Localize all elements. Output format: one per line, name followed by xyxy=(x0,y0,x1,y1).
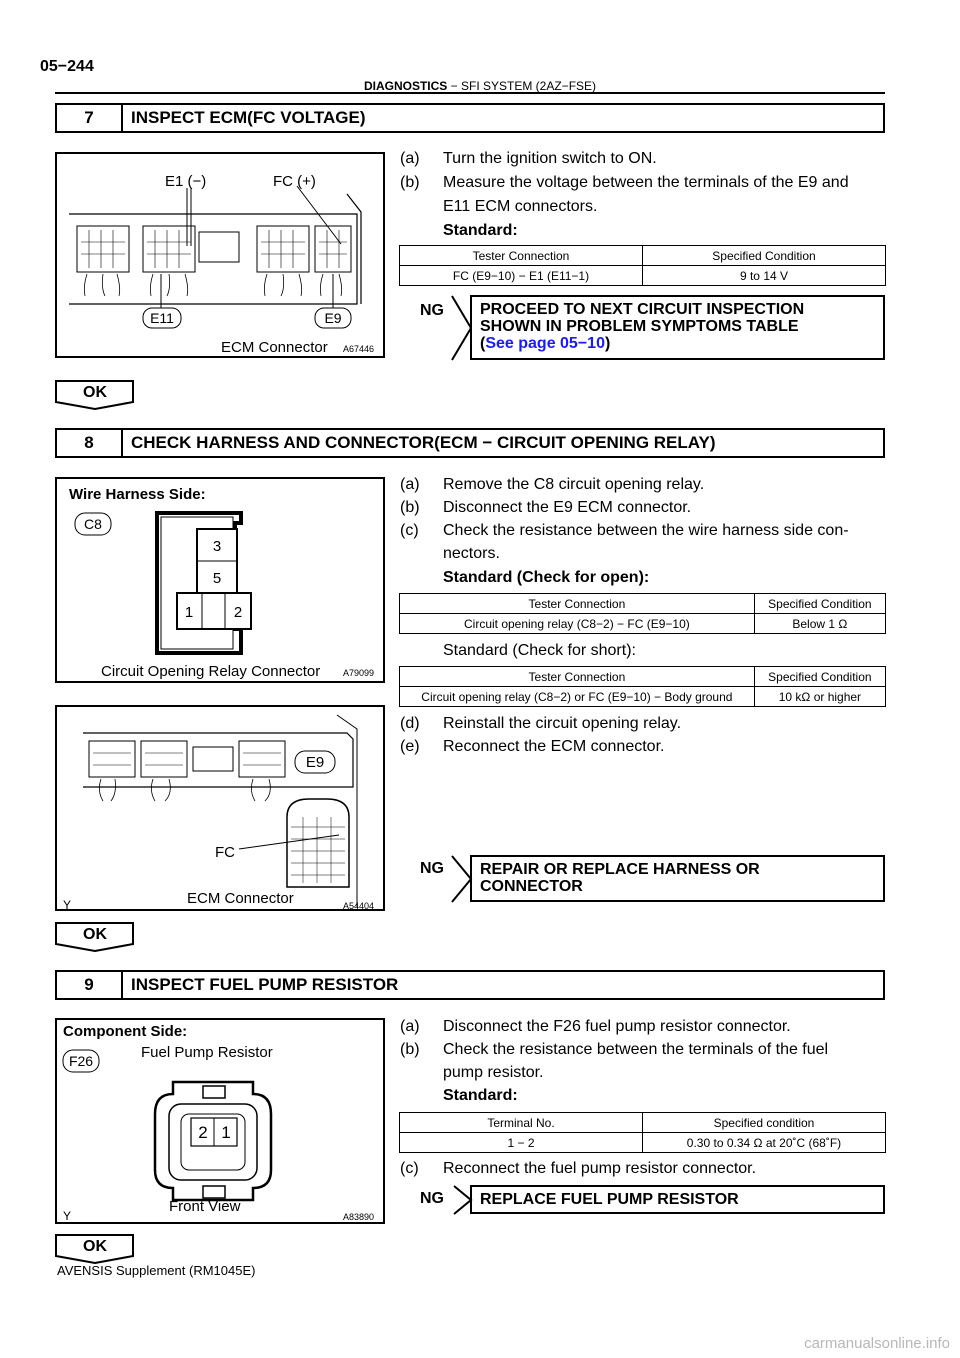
ng-arrow xyxy=(440,1185,474,1215)
header-rule xyxy=(55,92,885,94)
page-link[interactable]: See page 05−10 xyxy=(485,335,605,352)
ng-arrow xyxy=(440,295,474,361)
tag-c8: C8 xyxy=(84,516,102,532)
figure-caption: ECM Connector xyxy=(221,339,328,356)
ng-arrow xyxy=(440,855,474,903)
figure-caption: ECM Connector xyxy=(187,890,294,907)
corner-mark: Y xyxy=(63,898,72,909)
ng-result-box: REPAIR OR REPLACE HARNESS OR CONNECTOR xyxy=(470,855,885,902)
pin-1: 1 xyxy=(184,604,194,621)
pin-2: 2 xyxy=(198,1123,208,1142)
step-title: INSPECT FUEL PUMP RESISTOR xyxy=(131,975,399,994)
step-9-instructions-2: (c) Reconnect the fuel pump resistor connector. xyxy=(400,1160,757,1177)
table-row: 1 − 2 0.30 to 0.34 Ω at 20˚C (68˚F) xyxy=(400,1133,886,1153)
tag-e9: E9 xyxy=(324,310,342,326)
ok-label: OK xyxy=(83,926,107,943)
step-number: 8 xyxy=(57,430,123,456)
step-8-instructions-2: (d) Reinstall the circuit opening relay. (e) Reconnect the ECM connector. xyxy=(400,715,682,755)
ng-label: NG xyxy=(420,1190,444,1207)
figure-ecm-connector-e9 xyxy=(55,705,385,911)
pin-2: 2 xyxy=(233,604,243,621)
header-subsection: SFI SYSTEM (2AZ−FSE) xyxy=(461,79,597,93)
label-fc: FC (+) xyxy=(273,173,316,190)
ng-result-box: PROCEED TO NEXT CIRCUIT INSPECTION SHOWN IN PROBLEM SYMPTOMS TABLE (See page 05−10) xyxy=(470,295,885,360)
figure-id: A54404 xyxy=(343,901,375,909)
table-row: FC (E9−10) − E1 (E11−1) 9 to 14 V xyxy=(400,266,886,286)
figure-caption: Front View xyxy=(169,1198,241,1215)
pin-1: 1 xyxy=(221,1123,231,1142)
tag-e9: E9 xyxy=(305,754,325,771)
step-8-instructions: (a) Remove the C8 circuit opening relay. (b) Disconnect the E9 ECM connector. (c) Check the resistance between the wire harness side con- nectors. Standard (Check for open): xyxy=(400,473,890,593)
label-e1: E1 (−) xyxy=(165,173,207,190)
side-label: Component Side: xyxy=(63,1023,188,1040)
relay-connector-drawing xyxy=(57,479,383,681)
step-7-instructions: (a) Turn the ignition switch to ON. (b) Measure the voltage between the terminals of the E9 and E11 ECM connectors. Standard: xyxy=(400,147,890,247)
spec-table-open xyxy=(399,593,886,634)
footer: AVENSIS Supplement (RM1045E) xyxy=(57,1263,256,1278)
label-fc: FC xyxy=(215,844,235,861)
ng-label: NG xyxy=(420,302,444,319)
step-title: INSPECT ECM(FC VOLTAGE) xyxy=(131,108,366,127)
corner-mark: Y xyxy=(63,1209,72,1222)
step-title: CHECK HARNESS AND CONNECTOR(ECM − CIRCUIT OPENING RELAY) xyxy=(131,433,716,452)
step-8-heading xyxy=(55,428,885,458)
ecm-connector-drawing xyxy=(57,154,383,356)
side-label: Wire Harness Side: xyxy=(69,486,206,503)
ng-label: NG xyxy=(420,860,444,877)
step-number: 7 xyxy=(57,105,123,131)
table-row: Circuit opening relay (C8−2) − FC (E9−10) Below 1 Ω xyxy=(400,614,886,634)
tag-e11: E11 xyxy=(150,310,174,326)
figure-circuit-opening-relay-connector xyxy=(55,477,385,683)
spec-table-short xyxy=(399,666,886,707)
figure-id: A79099 xyxy=(343,668,375,678)
header-dash: − xyxy=(450,79,461,93)
table-header-row: Tester Connection Specified Condition xyxy=(400,594,886,614)
tag-f26: F26 xyxy=(68,1053,94,1069)
table-header-row: Terminal No. Specified condition xyxy=(400,1113,886,1133)
step-7-heading xyxy=(55,103,885,133)
running-header xyxy=(0,79,960,93)
figure-fuel-pump-resistor xyxy=(55,1018,385,1224)
fuel-pump-resistor-drawing xyxy=(57,1020,383,1222)
step-9-heading xyxy=(55,970,885,1000)
watermark: carmanualsonline.info xyxy=(804,1335,950,1352)
standard-open-label: Standard (Check for open): xyxy=(443,569,650,586)
pin-3: 3 xyxy=(212,538,222,555)
ng-result-box: REPLACE FUEL PUMP RESISTOR xyxy=(470,1185,885,1214)
step-9-instructions: (a) Disconnect the F26 fuel pump resistor connector. (b) Check the resistance between the terminals of the fuel pump resistor. Standard: xyxy=(400,1015,890,1115)
ok-label: OK xyxy=(83,384,107,401)
standard-label: Standard: xyxy=(443,222,518,239)
standard-short-label: Standard (Check for short): xyxy=(443,642,636,659)
page-number: 05−244 xyxy=(40,58,94,75)
figure-caption: Circuit Opening Relay Connector xyxy=(101,663,321,680)
figure-ecm-connector-fc xyxy=(55,152,385,358)
table-header-row: Tester Connection Specified Condition xyxy=(400,246,886,266)
figure-id: A67446 xyxy=(343,344,375,354)
ecm-e9-drawing xyxy=(57,707,383,909)
step-number: 9 xyxy=(57,972,123,998)
standard-label: Standard: xyxy=(443,1087,518,1104)
component-name: Fuel Pump Resistor xyxy=(141,1044,273,1061)
spec-table-step7 xyxy=(399,245,886,286)
table-row: Circuit opening relay (C8−2) or FC (E9−10) − Body ground 10 kΩ or higher xyxy=(400,687,886,707)
figure-id: A83890 xyxy=(343,1212,375,1222)
table-header-row: Tester Connection Specified Condition xyxy=(400,667,886,687)
pin-5: 5 xyxy=(212,570,222,587)
ok-label: OK xyxy=(83,1238,107,1255)
header-section: DIAGNOSTICS xyxy=(363,79,448,93)
spec-table-step9 xyxy=(399,1112,886,1153)
